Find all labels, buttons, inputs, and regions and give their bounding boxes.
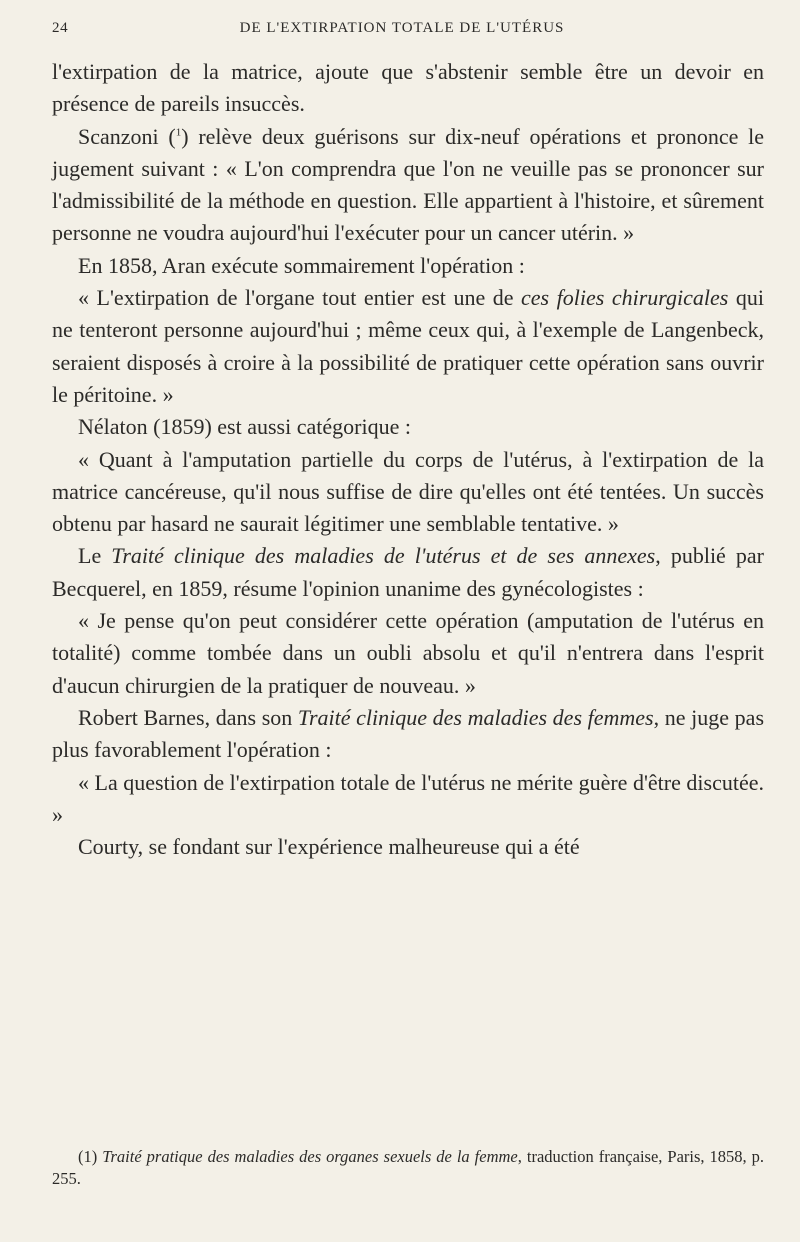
- text-run: Scanzoni (: [78, 123, 176, 149]
- italic-title: Traité clinique des maladies des femmes: [297, 704, 654, 730]
- paragraph: [52, 121, 764, 250]
- paragraph: [52, 282, 764, 411]
- text-run: , ne juge pas plus favorablement l'opération :: [52, 704, 765, 763]
- footnote: [52, 1146, 764, 1190]
- running-title: DE L'EXTIRPATION TOTALE DE L'UTÉRUS: [239, 20, 565, 36]
- paragraph: « La question de l'extirpation totale de l'utérus ne mérite guère d'être discutée. »: [52, 769, 764, 827]
- text-run: Le: [78, 543, 112, 569]
- footnote-text: [52, 1146, 764, 1190]
- paragraph: En 1858, Aran exécute sommairement l'opération :: [78, 252, 525, 278]
- italic-text: ces folies chirurgicales: [521, 285, 729, 311]
- paragraph: « Je pense qu'on peut considérer cette opération (amputation de l'utérus en totalité) comme tombée dans un oubli absolu et qu'il n'entrera dans l'esprit d'aucun chirurgien de la pratiquer de nouveau. »: [52, 608, 764, 698]
- footnote-rest: , traduction française, Paris, 1858, p. 255.: [52, 1147, 765, 1188]
- running-head: [52, 20, 752, 44]
- footnote-title: Traité pratique des maladies des organes sexuels de la femme: [102, 1147, 518, 1166]
- text-run: Robert Barnes, dans son: [78, 704, 298, 730]
- italic-title: Traité clinique des maladies de l'utérus et de ses annexes: [111, 543, 656, 569]
- paragraph: l'extirpation de la matrice, ajoute que s'abstenir semble être un devoir en présence de pareils insuccès.: [52, 59, 764, 117]
- text-run: ) relève deux guérisons sur dix-neuf opérations et prononce le jugement suivant : « L'on comprendra que l'on ne veuille pas se prononcer sur l'admissibilité de la méthode en question. Elle appartient à l'histoire, et sûrement personne ne voudra aujourd'hui l'exécuter pour un cancer utérin. »: [52, 123, 765, 246]
- paragraph: [52, 702, 764, 767]
- text-run: qui ne tenteront personne aujourd'hui ; même ceux qui, à l'exemple de Langenbeck, seraient disposés à croire à la possibilité de pratiquer cette opération sans ouvrir le péritoine. »: [52, 285, 764, 407]
- paragraph: Nélaton (1859) est aussi catégorique :: [78, 414, 411, 440]
- body-text: [52, 56, 764, 863]
- text-run: , publié par Becquerel, en 1859, résume l'opinion unanime des gynécologistes :: [52, 543, 765, 601]
- paragraph: Courty, se fondant sur l'expérience malheureuse qui a été: [78, 834, 580, 860]
- text-run: « L'extirpation de l'organe tout entier est une de: [78, 285, 522, 311]
- page-number: 24: [52, 20, 69, 36]
- footnote-ref: 1: [175, 126, 182, 139]
- paragraph: « Quant à l'amputation partielle du corps de l'utérus, à l'extirpation de la matrice cancéreuse, qu'il nous suffise de dire qu'elles ont été tentées. Un succès obtenu par hasard ne saurait légitimer une semblable tentative. »: [52, 446, 764, 537]
- footnote-marker: (1): [78, 1147, 98, 1166]
- paragraph: [52, 540, 764, 605]
